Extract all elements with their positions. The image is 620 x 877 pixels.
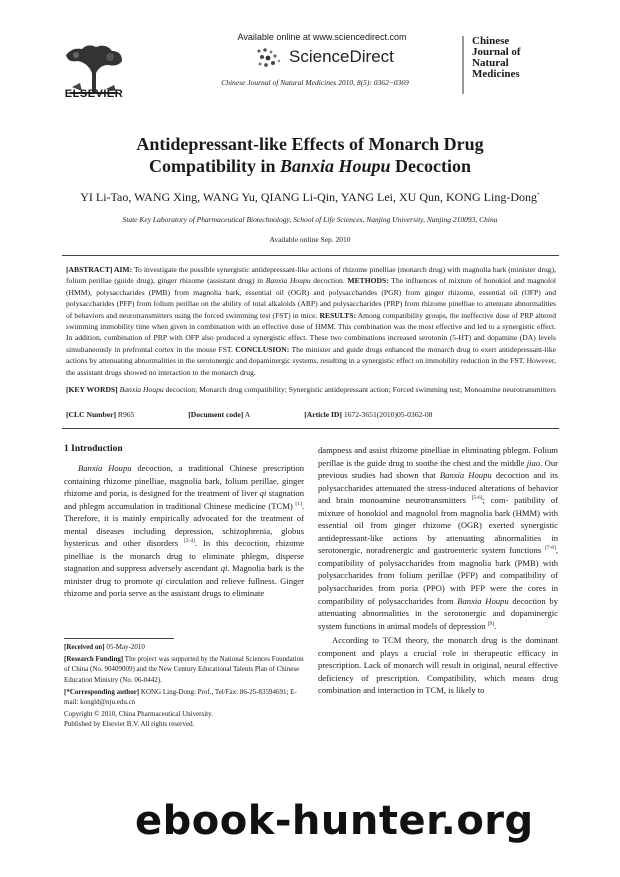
abstract-aim: To investigate the possible synergistic antidepressant-like actions of rhizome pinelliae (monarch drug) with magnolia bark (minister drug), folium perillae (guide drug), ginger rhizome (assistant drug) in — [66, 265, 557, 286]
abstract-aim-end: decoction. — [310, 276, 348, 286]
corresponding-mark: * — [537, 192, 540, 198]
intro-paragraph-1-cont: dampness and assist rhizome pinelliae in eliminating phlegm. Folium perillae is the guide drug to soothe the chest and the middle jiao. Our previous studies had shown that Banxia Houpu decoction and its polysaccharides attenuated the stress-induced alterations of behavior and brain monoamine neurotransmitters [5-6]; com- patibility of mixture of honokiol and magnolol from magnolia bark (HMM) with essential oil from ginger rhizome (OGR) exerted synergistic antidepressant-like actions by attenuating abnormalities in serotonergic, noradrenergic and gastroenteric system functions [7-8], compatibility of polysaccharides from magnolia bark (PMB) with polysaccharides from folium perillae (PFP) and compatibility of polysaccharides from poria (PPO) with PFP were the cores in compatibility of polysaccharides from Banxia Houpu decoction by attenuating abnormalities in the serotonergic and dopaminergic system functions in animal models of depression [9]. — [318, 445, 558, 631]
classification-line — [66, 410, 556, 419]
left-column — [64, 462, 304, 600]
results-label: RESULTS: — [319, 310, 356, 320]
funding-note — [64, 654, 304, 685]
title-text: Compatibility in — [148, 156, 280, 176]
article-id-label: [Article ID] — [304, 410, 342, 419]
intro-paragraph-1: Banxia Houpu decoction, a traditional Chinese prescription containing rhizome pinelliae, magnolia bark, folium perillae, ginger rhizome and poria, is designed for the treatment of liver qi stagnation and phlegm accumulation in traditional Chinese medicine (TCM) [1]. Therefore, it is mainly empirically advocated for the treatment of mental diseases including depression, schizophrenia, globus hystericus and other disorders [2-4]. In this decoction, rhizome pinelliae is the monarch drug to eliminate phlegm, disperse stagnation and suppress adversely ascendant qi. Magnolia bark is the minister drug to promote qi circulation and relieve fullness. Ginger rhizome and poria serve as the assistant drugs to eliminate — [64, 463, 305, 599]
footnote-rule — [64, 638, 174, 639]
copyright-text: Copyright © 2010, China Pharmaceutical University. — [64, 710, 213, 719]
abstract-bottom-rule — [62, 428, 559, 429]
sciencedirect-wordmark: ScienceDirect — [289, 47, 394, 66]
abstract-results: Among compatibility groups, the ineffective dose of PRP altered swimming immobility time when given in combination with an effective dose of HMM. This combination was the most effective and led to a synergistic effect. In addition, combination of PRP with OFP also produced a synergistic effect. These two combinations increased serotonin (5-HT) and dopamine (DA) levels simultaneously in prefrontal cortex in the mouse FST. — [66, 310, 556, 354]
abstract-top-rule — [62, 255, 559, 256]
funding-label: [Research Funding] — [64, 655, 124, 664]
funding-text: The project was supported by the National Sciences Foundation of China (No. 90409009) and the New Century Educational Talents Plan of Chinese Education Ministry (No. 06-0442). — [64, 655, 304, 684]
journal-name-line: Journal of — [472, 46, 521, 58]
title-text: Decoction — [390, 156, 472, 176]
title-line-1: Antidepressant-like Effects of Monarch Drug — [136, 134, 484, 154]
doc-value: A — [243, 410, 251, 419]
keywords — [66, 384, 556, 395]
citation-text: Chinese Journal of Natural Medicines 2010, 8(5): 0362−0369 — [221, 78, 409, 87]
journal-name — [472, 36, 554, 80]
sciencedirect-dots-icon — [255, 47, 283, 69]
clc-value: R965 — [116, 410, 135, 419]
keywords-italic: Banxia Houpu — [119, 385, 164, 394]
title-line-2 — [60, 155, 560, 177]
affiliation: State Key Laboratory of Pharmaceutical Biotechnology, School of Life Sciences, Nanjing University, Nanjing 210093, China — [122, 215, 498, 224]
keywords-label: [KEY WORDS] — [66, 385, 118, 394]
received-note — [64, 642, 304, 652]
intro-paragraph-2: According to TCM theory, the monarch drug is the dominant component and plays a crucial role in therapeutic efficacy in prescription. Lack of monarch will result in original, neural effective deficiency of prescription. Compatibility, which means drug combination and interaction in TCM, is likely to — [318, 635, 558, 696]
journal-name-line: Chinese — [472, 35, 510, 47]
corresponding-text: KONG Ling-Dong: Prof., Tel/Fax: 86-25-83594691; E-mail: kongld@nju.edu.cn — [64, 687, 297, 707]
journal-title-box — [462, 36, 554, 94]
journal-citation — [200, 78, 430, 87]
article-id-value: 1672-3651(2010)05-0362-08 — [341, 410, 433, 419]
abstract-label: [ABSTRACT] AIM: — [66, 265, 133, 274]
corresponding-note — [64, 687, 304, 707]
received-date: 05-May-2010 — [104, 643, 145, 651]
footnotes — [64, 642, 304, 730]
available-online-text: Available online at www.sciencedirect.com — [237, 32, 407, 42]
doc-label: [Document code] — [188, 410, 244, 419]
publisher-name: ELSEVIER — [64, 88, 124, 100]
article-title — [60, 133, 560, 177]
article-id — [304, 410, 458, 419]
corresponding-label: [*Corresponding author] — [64, 687, 140, 696]
abstract-methods: The influences of mixture of honokiol and magnolol (HMM), polysaccharides (PMB) from magnolia bark, essential oil (OGR) and polysaccharides (PGR) from ginger rhizome, essential oil (OFP) and polysaccharides (PFP) from folium perillae on the ability of total alkaloids (ARP) and polysaccharides (PRP) from rhizome pinelliae to attenuate abnormalities of behaviors and neurotransmitters using the forced swimming test (FST) in mice. — [66, 276, 556, 320]
clc-label: [CLC Number] — [66, 410, 116, 419]
clc-number — [66, 410, 160, 419]
right-column — [318, 444, 558, 697]
conclusion-label: CONCLUSION: — [235, 344, 290, 354]
author-list — [40, 190, 580, 205]
abstract — [66, 264, 556, 378]
available-date: Available online Sep. 2010 — [269, 235, 351, 244]
authors-text: YI Li-Tao, WANG Xing, WANG Yu, QIANG Li-Qin, YANG Lei, XU Qun, KONG Ling-Dong — [80, 190, 538, 204]
document-code — [188, 410, 276, 419]
title-italic: Banxia Houpu — [280, 156, 391, 176]
copyright-note — [64, 709, 304, 729]
keywords-text: decoction; Monarch drug compatibility; Synergistic antidepressant action; Forced swimming test; Monoamine neurotransmitters — [163, 385, 556, 394]
methods-label: METHODS: — [347, 276, 389, 286]
published-text: Published by Elsevier B.V. All rights reserved. — [64, 720, 195, 729]
sciencedirect-logo — [255, 45, 405, 71]
section-heading: 1 Introduction — [64, 444, 123, 454]
journal-name-line: Medicines — [472, 68, 520, 80]
watermark-text: ebook-hunter.org — [135, 798, 534, 844]
received-label: [Received on] — [64, 643, 105, 651]
abstract-conclusion: The minister and guide drugs enhanced the monarch drug to exert antidepressant-like actions by attenuating abnormalities in the serotonergic and dopaminergic systems, resulting in a synergistic effect on immobility reduction in the FST. However, the assistant drugs showed no interaction to the monarch drug. — [66, 344, 556, 377]
abstract-italic: Banxia Houpu — [265, 276, 311, 286]
journal-name-line: Natural — [472, 57, 509, 69]
